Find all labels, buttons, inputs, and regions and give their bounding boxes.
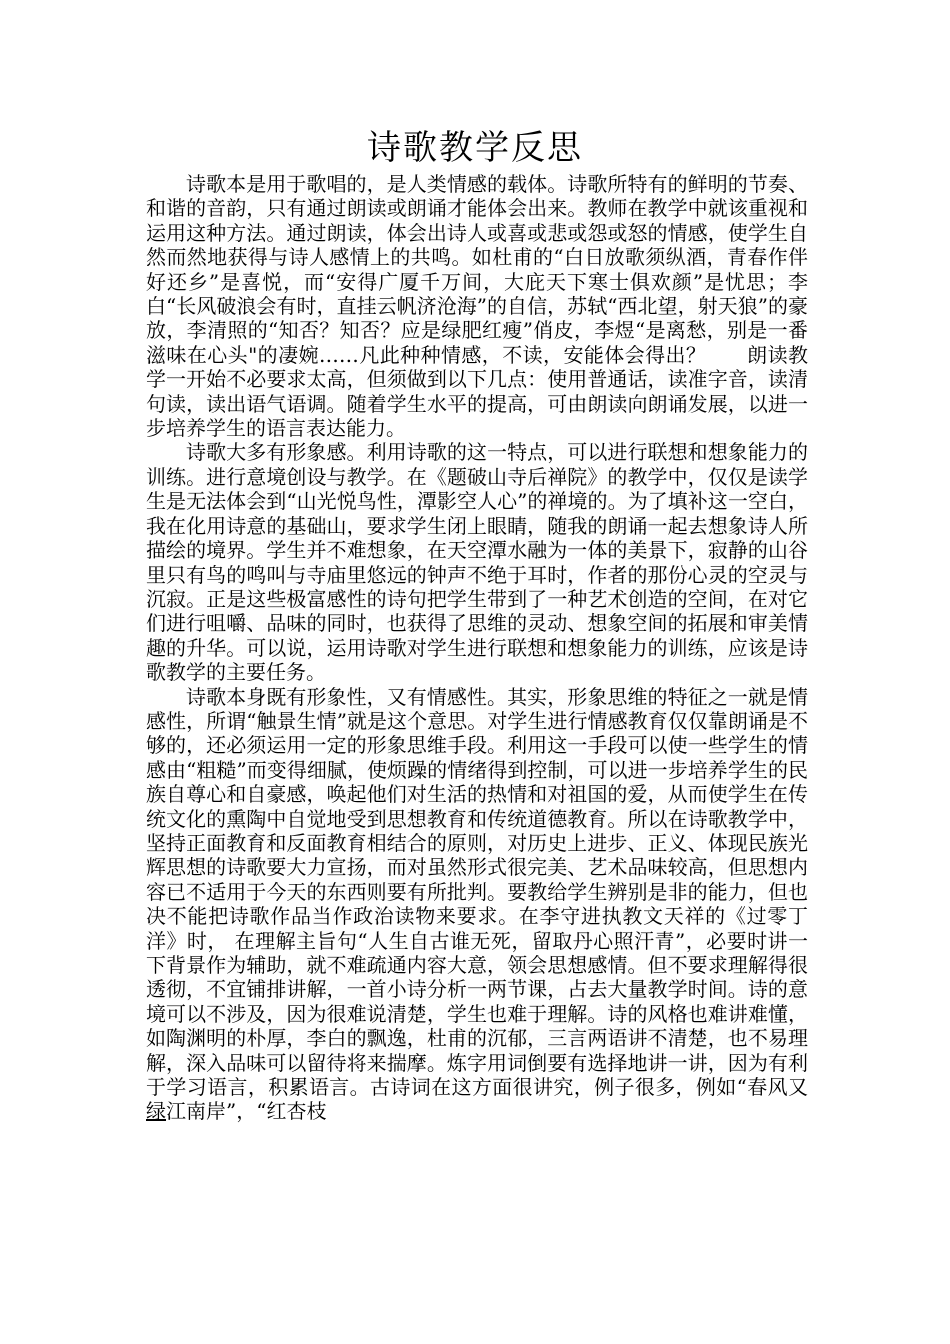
paragraph-emotion-tail: 江南岸”，“红杏枝 — [166, 1099, 327, 1124]
paragraph-emotion — [146, 685, 808, 1124]
document-body — [146, 172, 808, 1124]
paragraph-imagery: 诗歌大多有形象感。利用诗歌的这一特点，可以进行联想和想象能力的训练。进行意境创设与教学。在《题破山寺后禅院》的教学中，仅仅是读学生是无法体会到“山光悦鸟性，潭影空人心”的禅境的。为了填补这一空白，我在化用诗意的基础山，要求学生闭上眼睛，随我的朗诵一起去想象诗人所描绘的境界。学生并不难想象，在天空潭水融为一体的美景下，寂静的山谷里只有鸟的鸣叫与寺庙里悠远的钟声不绝于耳时，作者的那份心灵的空灵与沉寂。正是这些极富感性的诗句把学生带到了一种艺术创造的空间，在对它们进行咀嚼、品味的同时，也获得了思维的灵动、想象空间的拓展和审美情趣的升华。可以说，运用诗歌对学生进行联想和想象能力的训练，应该是诗歌教学的主要任务。 — [146, 440, 808, 685]
paragraph-emotion-text: 诗歌本身既有形象性，又有情感性。其实，形象思维的特征之一就是情感性，所谓“触景生情”就是这个意思。对学生进行情感教育仅仅靠朗诵是不够的，还必须运用一定的形象思维手段。利用这一手段可以使一些学生的情感由“粗糙”而变得细腻，使烦躁的情绪得到控制，可以进一步培养学生的民族自尊心和自豪感，唤起他们对生活的热情和对祖国的爱，从而使学生在传统文化的熏陶中自觉地受到思想教育和传统道德教育。所以在诗歌教学中，坚持正面教育和反面教育相结合的原则，对历史上进步、正义、体现民族光辉思想的诗歌要大力宣扬，而对虽然形式很完美、艺术品味较高，但思想内容已不适用于今天的东西则要有所批判。要教给学生辨别是非的能力，但也决不能把诗歌作品当作政治读物来要求。在李守进执教文天祥的《过零丁洋》时， 在理解主旨句“人生自古谁无死，留取丹心照汗青”，必要时讲一下背景作为辅助，就不难疏通内容大意，领会思想感情。但不要求理解得很透彻，不宜铺排讲解，一首小诗分析一两节课，占去大量教学时间。诗的意境可以不涉及，因为很难说清楚，学生也难于理解。诗的风格也难讲难懂，如陶渊明的朴厚，李白的飘逸，杜甫的沉郁，三言两语讲不清楚，也不易理解，深入品味可以留待将来揣摩。炼字用词倒要有选择地讲一讲，因为有利于学习语言，积累语言。古诗词在这方面很讲究，例子很多，例如“春风又 — [146, 684, 808, 1100]
underlined-word: 绿 — [146, 1099, 166, 1124]
document-title: 诗歌教学反思 — [367, 128, 583, 168]
paragraph-reading: 诗歌本是用于歌唱的，是人类情感的载体。诗歌所特有的鲜明的节奏、和谐的音韵，只有通过朗读或朗诵才能体会出来。教师在教学中就该重视和运用这种方法。通过朗读，体会出诗人或喜或悲或怨或怒的情感，使学生自然而然地获得与诗人感情上的共鸣。如杜甫的“白日放歌须纵酒，青春作伴好还乡”是喜悦，而“安得广厦千万间，大庇天下寒士俱欢颜”是忧思；李白“长风破浪会有时，直挂云帆济沧海”的自信，苏轼“西北望，射天狼”的豪放，李清照的“知否？知否？应是绿肥红瘦”俏皮，李煜“是离愁，别是一番滋味在心头"的凄婉……凡此种种情感，不读，安能体会得出？ 朗读教学一开始不必要求太高，但须做到以下几点：使用普通话，读准字音，读清句读，读出语气语调。随着学生水平的提高，可由朗读向朗诵发展，以进一步培养学生的语言表达能力。 — [146, 172, 808, 441]
